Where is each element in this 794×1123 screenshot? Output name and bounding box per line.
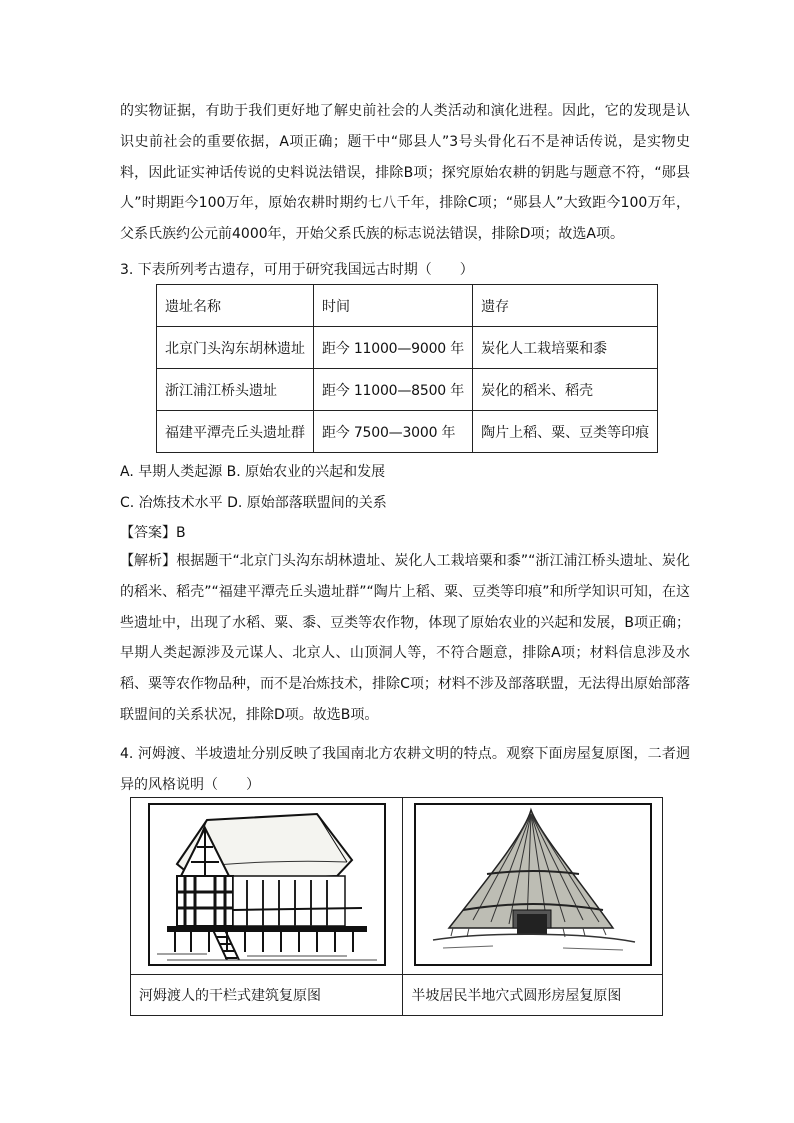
table-cell: 陶片上稻、粟、豆类等印痕 bbox=[473, 411, 658, 453]
table-row bbox=[157, 411, 658, 453]
table-cell: 炭化的稻米、稻壳 bbox=[473, 369, 658, 411]
table-cell: 浙江浦江桥头遗址 bbox=[157, 369, 314, 411]
table-row bbox=[157, 327, 658, 369]
table-cell: 距今 11000—9000 年 bbox=[314, 327, 473, 369]
q4-stem: 4. 河姆渡、半坡遗址分别反映了我国南北方农耕文明的特点。观察下面房屋复原图，二者迥异的风格说明（ ） bbox=[120, 746, 690, 793]
banpo-image-cell bbox=[403, 798, 663, 975]
q3-analysis: 【解析】根据题干“北京门头沟东胡林遗址、炭化人工栽培粟和黍”“浙江浦江桥头遗址、炭化的稻米、稻壳”“福建平潭壳丘头遗址群”“陶片上稻、粟、豆类等印痕”和所学知识可知，在这些遗址中，出现了水稻、粟、黍、豆类等农作物，体现了原始农业的兴起和发展，B项正确；早期人类起源涉及元谋人、北京人、山顶洞人等，不符合题意，排除A项；材料信息涉及水稻、粟等农作物品种，而不是冶炼技术，排除C项；材料不涉及部落联盟，无法得出原始部落联盟间的关系状况，排除D项。故选B项。 bbox=[120, 553, 690, 723]
table-cell: 距今 7500—3000 年 bbox=[314, 411, 473, 453]
hemudu-caption: 河姆渡人的干栏式建筑复原图 bbox=[131, 975, 403, 1016]
table-header-row bbox=[157, 285, 658, 327]
q4-figure-table bbox=[130, 797, 663, 1016]
table-cell: 北京门头沟东胡林遗址 bbox=[157, 327, 314, 369]
table-header-cell: 遗存 bbox=[473, 285, 658, 327]
table-row bbox=[131, 798, 663, 975]
hemudu-image-cell bbox=[131, 798, 403, 975]
table-row bbox=[157, 369, 658, 411]
banpo-caption: 半坡居民半地穴式圆形房屋复原图 bbox=[403, 975, 663, 1016]
table-row bbox=[131, 975, 663, 1016]
q3-stem: 3. 下表所列考古遗存，可用于研究我国远古时期（ ） bbox=[120, 262, 474, 278]
q3-answer: 【答案】B bbox=[120, 525, 186, 541]
table-header-cell: 遗址名称 bbox=[157, 285, 314, 327]
q3-options-ab: A. 早期人类起源 B. 原始农业的兴起和发展 bbox=[120, 464, 386, 480]
table-cell: 炭化人工栽培粟和黍 bbox=[473, 327, 658, 369]
stilt-house-illustration bbox=[147, 802, 387, 967]
q3-options-cd: C. 冶炼技术水平 D. 原始部落联盟间的关系 bbox=[120, 495, 387, 511]
table-cell: 福建平潭壳丘头遗址群 bbox=[157, 411, 314, 453]
q3-sites-table bbox=[156, 284, 658, 453]
table-cell: 距今 11000—8500 年 bbox=[314, 369, 473, 411]
round-hut-illustration bbox=[413, 802, 653, 967]
q2-analysis-tail: 的实物证据，有助于我们更好地了解史前社会的人类活动和演化进程。因此，它的发现是认识史前社会的重要依据，A项正确；题干中“郧县人”3号头骨化石不是神话传说，是实物史料，因此证实神话传说的史料说法错误，排除B项；探究原始农耕的钥匙与题意不符，“郧县人”时期距今100万年，原始农耕时期约七八千年，排除C项；“郧县人”大致距今100万年，父系氏族约公元前4000年，开始父系氏族的标志说法错误，排除D项；故选A项。 bbox=[120, 103, 690, 243]
table-header-cell: 时间 bbox=[314, 285, 473, 327]
